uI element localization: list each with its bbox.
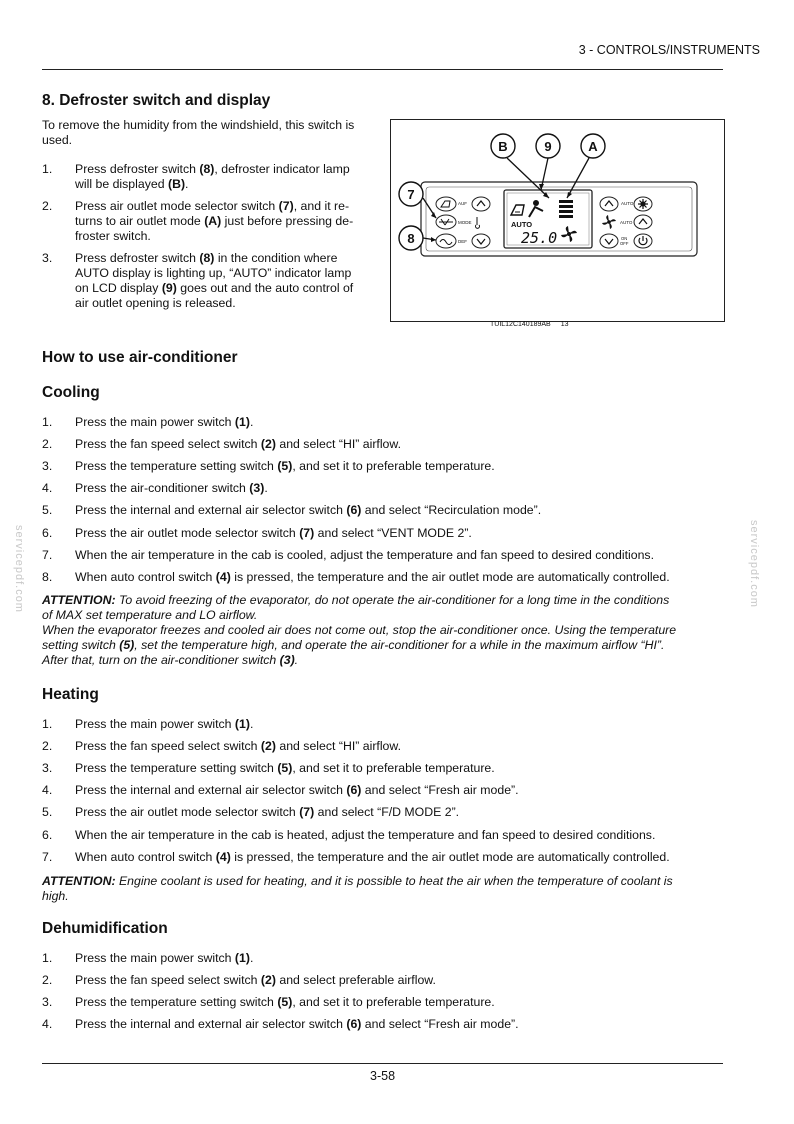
step-number: 3. — [42, 251, 53, 265]
reference-number: (5) — [277, 761, 293, 776]
step-number: 5. — [42, 503, 53, 518]
text-run: and select “VENT MODE 2”. — [314, 525, 472, 540]
text-run: Press air outlet mode selector switch — [75, 199, 279, 213]
text-run: When the air temperature in the cab is heated, adjust the temperature and fan speed to desired conditions. — [75, 827, 656, 842]
step-text — [75, 850, 670, 865]
reference-number: (7) — [299, 525, 315, 540]
text-run: Press the internal and external air selector switch — [75, 503, 347, 518]
text-run: When the air temperature in the cab is cooled, adjust the temperature and fan speed to desired conditions. — [75, 547, 654, 562]
reference-number: (8) — [199, 162, 215, 176]
list-item — [42, 437, 724, 453]
howto-title: How to use air-conditioner — [42, 349, 238, 366]
text-run: . — [249, 415, 254, 429]
step-text — [75, 717, 253, 732]
text-run: turns to air outlet mode — [75, 214, 205, 228]
text-line — [75, 177, 377, 192]
text-run: in the condition where — [214, 251, 338, 265]
reference-number: (1) — [234, 415, 250, 429]
cooling-attention — [42, 593, 724, 668]
text-run: Press the main power switch — [75, 415, 235, 429]
auto-label-top: AUTO — [621, 201, 634, 206]
text-run: Press the fan speed select switch — [75, 739, 261, 754]
text-line — [75, 162, 377, 177]
text-run: Press the internal and external air selector switch — [75, 1017, 347, 1032]
step-text — [75, 570, 670, 585]
off-label: OFF — [620, 241, 629, 246]
text-run: When auto control switch — [75, 849, 216, 864]
watermark-left: servicepdf.com — [13, 525, 25, 613]
svg-text:B: B — [498, 139, 508, 154]
attention-label: ATTENTION: — [42, 874, 116, 888]
step-text — [75, 437, 401, 452]
step-text — [75, 251, 377, 311]
text-line — [75, 199, 377, 214]
list-item — [42, 850, 724, 866]
watermark-right: servicepdf.com — [748, 520, 760, 608]
footer-rule — [42, 1063, 723, 1064]
text-run: high. — [42, 889, 69, 903]
step-number: 8. — [42, 569, 53, 584]
reference-number: (2) — [260, 437, 276, 452]
list-item — [42, 995, 724, 1011]
auto-label-mid: AUTO — [620, 220, 633, 225]
heating-title: Heating — [42, 686, 99, 703]
list-item — [42, 783, 724, 799]
reference-number: (5) — [277, 459, 293, 474]
text-run: will be displayed — [75, 177, 168, 191]
text-run: Press the main power switch — [75, 951, 235, 965]
step-number: 1. — [42, 415, 53, 429]
step-text — [75, 415, 253, 430]
chapter-header: 3 - CONTROLS/INSTRUMENTS — [578, 43, 760, 57]
text-run: is pressed, the temperature and the air outlet mode are automatically controlled. — [230, 849, 670, 864]
text-line — [75, 266, 377, 281]
text-run: Press the fan speed select switch — [75, 973, 261, 988]
auf-label: AUF — [458, 201, 467, 206]
list-item — [42, 526, 724, 542]
text-run: Press the fan speed select switch — [75, 437, 261, 452]
step-text — [75, 761, 495, 776]
step-number: 7. — [42, 547, 53, 562]
text-run: Press the air-conditioner switch — [75, 481, 250, 496]
gear-icon — [638, 199, 648, 209]
reference-number: (9) — [161, 281, 177, 295]
step-text — [75, 526, 472, 541]
text-run: and select preferable airflow. — [275, 973, 436, 988]
step-number: 3. — [42, 761, 53, 776]
reference-number: (B) — [167, 177, 186, 191]
reference-number: (6) — [346, 1017, 362, 1032]
header-rule — [42, 69, 723, 70]
step-text — [75, 805, 459, 820]
list-item — [42, 481, 724, 497]
list-item — [42, 415, 724, 431]
step-number: 6. — [42, 827, 53, 842]
figure-number: 13 — [560, 321, 569, 328]
svg-text:A: A — [588, 139, 598, 154]
step-number: 7. — [42, 849, 53, 864]
step-text — [75, 1017, 519, 1032]
text-run: and select “Recirculation mode”. — [361, 503, 542, 518]
step-text — [75, 828, 655, 843]
attention-label: ATTENTION: — [42, 593, 116, 607]
text-run: When the evaporator freezes and cooled air does not come out, stop the air-conditioner once. Using the temperature — [42, 623, 677, 637]
text-line — [75, 281, 377, 296]
text-run: Press the temperature setting switch — [75, 459, 278, 474]
text-run: and select “HI” airflow. — [275, 739, 402, 754]
attention-text — [42, 593, 676, 667]
text-run: AUTO display is lighting up, “AUTO” indicator lamp — [75, 266, 352, 280]
list-item — [42, 717, 724, 733]
section-8-intro: To remove the humidity from the windshield, this switch is used. — [42, 118, 355, 147]
attention-text — [42, 874, 673, 903]
step-number: 4. — [42, 481, 53, 496]
text-run: Press the main power switch — [75, 717, 235, 731]
lcd-auto-text: AUTO — [511, 220, 533, 229]
step-text — [75, 973, 436, 988]
svg-text:7: 7 — [407, 187, 415, 202]
step-number: 2. — [42, 437, 53, 452]
text-line — [75, 251, 377, 266]
text-line — [75, 296, 377, 311]
text-run: , and it re- — [293, 199, 350, 213]
cooling-title: Cooling — [42, 384, 100, 401]
control-panel-illustration — [391, 120, 726, 323]
text-run: , defroster indicator lamp — [214, 162, 350, 176]
list-item — [42, 1017, 724, 1033]
step-number: 2. — [42, 973, 53, 988]
step-text — [75, 459, 495, 474]
step-text — [75, 548, 654, 563]
text-run: Press the air outlet mode selector switch — [75, 525, 300, 540]
step-number: 6. — [42, 525, 53, 540]
step-text — [75, 783, 519, 798]
text-run: is pressed, the temperature and the air outlet mode are automatically controlled. — [230, 569, 670, 584]
step-number: 2. — [42, 739, 53, 754]
figure-image-id: TUIL12C140189AB — [490, 321, 551, 328]
text-run: To avoid freezing of the evaporator, do not operate the air-conditioner for a long time in the conditions — [115, 593, 670, 607]
svg-text:8: 8 — [407, 231, 415, 246]
text-run: and select “Fresh air mode”. — [361, 1017, 519, 1032]
list-item — [42, 459, 724, 475]
text-run: on LCD display — [75, 281, 162, 295]
step-text — [75, 739, 401, 754]
reference-number: (A) — [204, 214, 222, 228]
step-text — [75, 199, 377, 244]
reference-number: (7) — [299, 805, 315, 820]
section-8-step-3 — [42, 251, 378, 313]
mode-label: MODE — [458, 220, 472, 225]
text-run: Press defroster switch — [75, 162, 200, 176]
reference-number: (4) — [215, 849, 231, 864]
list-item — [42, 805, 724, 821]
step-number: 2. — [42, 199, 53, 213]
reference-number: (1) — [234, 717, 250, 731]
text-run: Press defroster switch — [75, 251, 200, 265]
list-item — [42, 548, 724, 564]
list-item — [42, 761, 724, 777]
list-item — [42, 739, 724, 755]
text-run: . — [249, 951, 254, 965]
step-number: 1. — [42, 951, 53, 965]
reference-number: (4) — [215, 569, 231, 584]
control-panel-figure — [390, 119, 725, 322]
def-label: DEF — [458, 239, 467, 244]
lcd-temperature: 25.0 — [521, 229, 558, 247]
text-run: just before pressing de- — [221, 214, 354, 228]
step-number: 4. — [42, 1017, 53, 1032]
text-run: . — [185, 177, 189, 191]
text-run: , set the temperature high, and operate the air-conditioner for a while in the maximum airflow “HI”. — [134, 638, 665, 652]
text-run: and select “HI” airflow. — [275, 437, 402, 452]
step-number: 1. — [42, 162, 53, 176]
reference-number: (3) — [279, 653, 295, 667]
text-run: Press the temperature setting switch — [75, 761, 278, 776]
step-number: 4. — [42, 783, 53, 798]
text-run: , and set it to preferable temperature. — [292, 459, 495, 474]
text-run: of MAX set temperature and LO airflow. — [42, 608, 258, 622]
section-8-step-2 — [42, 199, 378, 246]
text-run: air outlet opening is released. — [75, 296, 236, 310]
step-text — [75, 162, 377, 192]
text-run: Press the temperature setting switch — [75, 995, 278, 1010]
text-run: , and set it to preferable temperature. — [292, 761, 495, 776]
step-number: 5. — [42, 805, 53, 820]
reference-number: (2) — [260, 739, 276, 754]
step-text — [75, 503, 541, 518]
list-item — [42, 503, 724, 519]
text-run: . — [264, 481, 268, 496]
reference-number: (1) — [234, 951, 250, 965]
text-run: and select “F/D MODE 2”. — [314, 805, 460, 820]
list-item — [42, 828, 724, 844]
reference-number: (6) — [346, 783, 362, 798]
reference-number: (5) — [119, 638, 135, 652]
on-label: ON — [621, 236, 628, 241]
text-run: When auto control switch — [75, 569, 216, 584]
text-run: Press the internal and external air selector switch — [75, 783, 347, 798]
text-run: . — [294, 653, 299, 667]
text-run: froster switch. — [75, 229, 151, 243]
text-run: . — [249, 717, 254, 731]
section-8-step-1 — [42, 162, 378, 194]
text-run: , and set it to preferable temperature. — [292, 995, 495, 1010]
text-run: and select “Fresh air mode”. — [361, 783, 519, 798]
step-number: 3. — [42, 459, 53, 474]
page-number: 3-58 — [370, 1069, 396, 1083]
text-run: setting switch — [42, 638, 120, 652]
svg-text:9: 9 — [544, 139, 552, 154]
step-number: 3. — [42, 995, 53, 1010]
text-line — [75, 229, 377, 244]
figure-caption — [490, 321, 579, 328]
list-item — [42, 973, 724, 989]
reference-number: (6) — [346, 503, 362, 518]
reference-number: (3) — [249, 481, 265, 496]
list-item — [42, 951, 724, 967]
reference-number: (2) — [260, 973, 276, 988]
heating-attention — [42, 874, 724, 904]
text-line — [75, 214, 377, 229]
text-run: Press the air outlet mode selector switch — [75, 805, 300, 820]
step-number: 1. — [42, 717, 53, 731]
text-run: goes out and the auto control of — [176, 281, 354, 295]
section-8-title: 8. Defroster switch and display — [42, 92, 271, 109]
dehumid-title: Dehumidification — [42, 920, 168, 937]
reference-number: (7) — [278, 199, 294, 213]
reference-number: (8) — [199, 251, 215, 265]
reference-number: (5) — [277, 995, 293, 1010]
step-text — [75, 995, 495, 1010]
step-text — [75, 481, 268, 496]
text-run: After that, turn on the air-conditioner switch — [42, 653, 280, 667]
text-run: Engine coolant is used for heating, and it is possible to heat the air when the temperature of coolant is — [115, 874, 673, 888]
step-text — [75, 951, 253, 966]
list-item — [42, 570, 724, 586]
